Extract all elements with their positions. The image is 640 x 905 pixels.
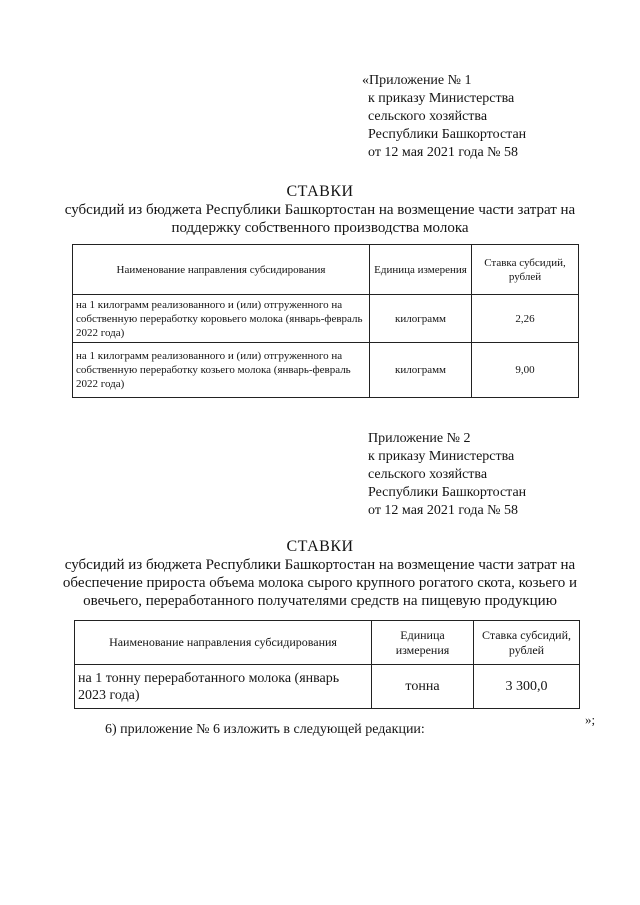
table-header-row (75, 621, 580, 665)
table-row (73, 295, 579, 343)
rates-table-1 (72, 244, 579, 398)
appendix-2-line: Республики Башкортостан (368, 485, 527, 500)
title-2 (0, 538, 640, 610)
header-rate: Ставка субсидий, рублей (474, 621, 580, 665)
header-direction: Наименование направления субсидирования (73, 245, 370, 295)
title-1-line: поддержку собственного производства молока (171, 220, 469, 236)
row-direction: на 1 килограмм реализованного и (или) отгруженного на собственную переработку козьего молока (январь-февраль 2022 года) (73, 343, 370, 398)
row-rate: 2,26 (472, 295, 579, 343)
title-2-head: СТАВКИ (286, 538, 354, 555)
title-1-line: субсидий из бюджета Республики Башкортостан на возмещение части затрат на (64, 202, 576, 218)
appendix-1-header (362, 72, 527, 162)
title-1-head: СТАВКИ (286, 183, 354, 200)
title-1 (0, 183, 640, 237)
row-unit: килограмм (370, 343, 472, 398)
header-unit: Единица измерения (372, 621, 474, 665)
header-rate: Ставка субсидий, рублей (472, 245, 579, 295)
row-unit: тонна (372, 665, 474, 709)
appendix-2-header (368, 430, 526, 520)
title-2-line: субсидий из бюджета Республики Башкортостан на возмещение части затрат на (64, 557, 576, 573)
table-header-row (73, 245, 579, 295)
appendix-2-line: от 12 мая 2021 года № 58 (368, 503, 519, 518)
row-direction: на 1 килограмм реализованного и (или) отгруженного на собственную переработку коровьего молока (январь-февраль 2022 года) (73, 295, 370, 343)
title-2-line: овечьего, переработанного получателями средств на пищевую продукцию (83, 593, 557, 609)
appendix-2-line: к приказу Министерства (368, 449, 515, 464)
table-row (75, 665, 580, 709)
closing-quote-mark: »; (585, 712, 596, 727)
appendix-1-line: «Приложение № 1 (362, 73, 472, 88)
appendix-1-line: к приказу Министерства (368, 91, 515, 106)
appendix-2-line: сельского хозяйства (368, 467, 488, 482)
header-direction: Наименование направления субсидирования (75, 621, 372, 665)
row-unit: килограмм (370, 295, 472, 343)
appendix-1-line: сельского хозяйства (368, 109, 488, 124)
appendix-1-line: Республики Башкортостан (368, 127, 527, 142)
appendix-2-line: Приложение № 2 (368, 431, 471, 446)
row-rate: 9,00 (472, 343, 579, 398)
appendix-1-line: от 12 мая 2021 года № 58 (368, 145, 519, 160)
rates-table-2 (74, 620, 580, 709)
row-direction: на 1 тонну переработанного молока (январь 2023 года) (75, 665, 372, 709)
amendment-paragraph: 6) приложение № 6 изложить в следующей редакции: (105, 722, 425, 737)
header-unit: Единица измерения (370, 245, 472, 295)
table-row (73, 343, 579, 398)
title-2-line: обеспечение прироста объема молока сырого крупного рогатого скота, козьего и (62, 575, 578, 591)
row-rate: 3 300,0 (474, 665, 580, 709)
